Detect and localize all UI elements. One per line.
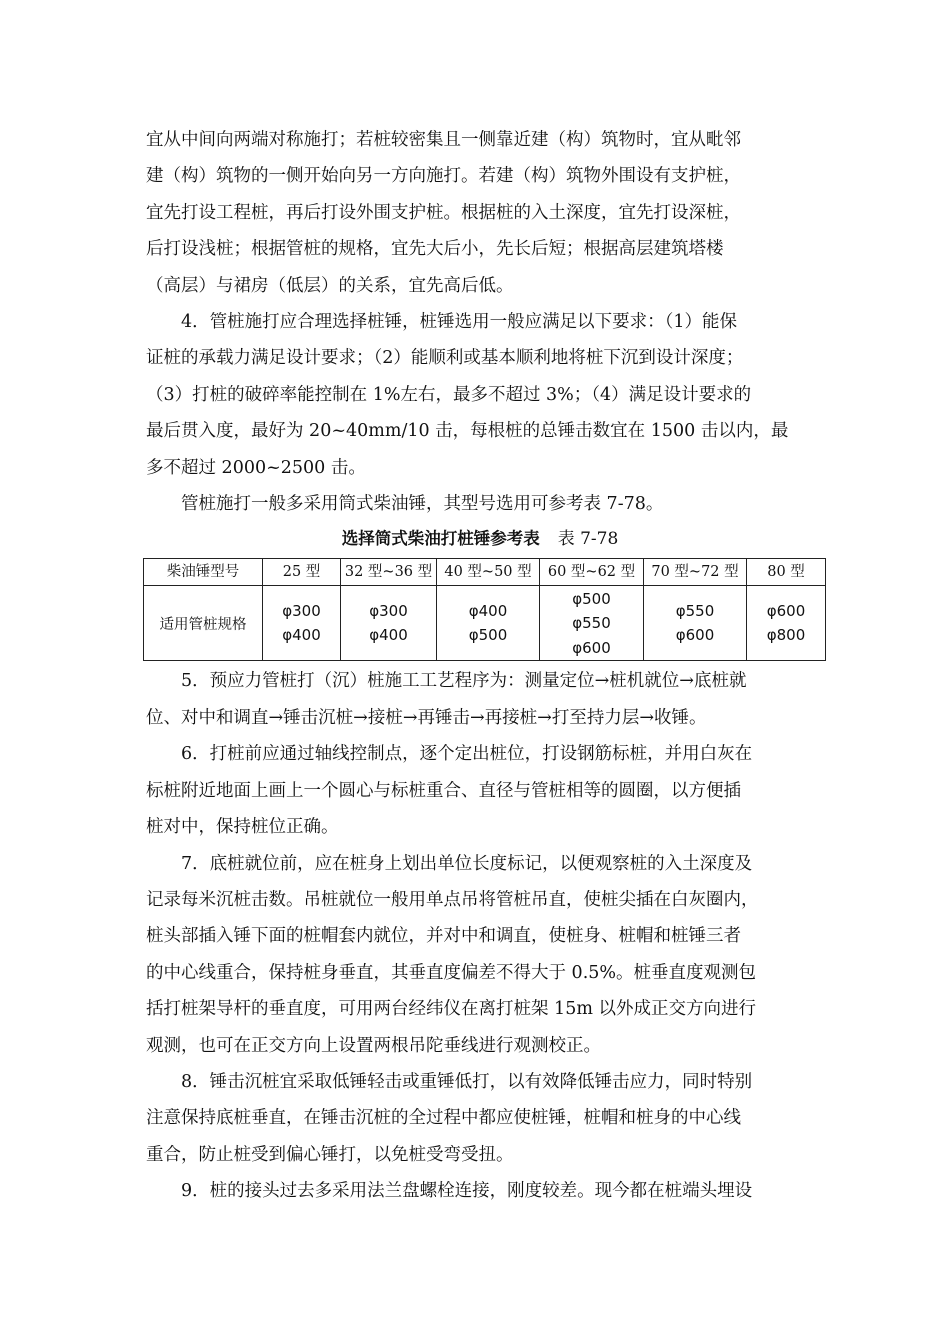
pile-spec: φ400 [369, 626, 408, 645]
document-page [146, 122, 814, 1210]
paragraphs-after-table [146, 663, 814, 1209]
pile-spec: φ400 [468, 601, 508, 620]
table-title: 选择筒式柴油打桩锤参考表 [341, 529, 540, 549]
pile-spec: φ300 [369, 601, 408, 620]
paragraph-item-4-hammer-selection: 4．管桩施打应合理选择桩锤，桩锤选用一般应满足以下要求：（1）能保 证桩的承载力满足设计要求；（2）能顺利或基本顺利地将桩下沉到设计深度； （3）打桩的破碎率能控制在 1%左右，最多不超过 3%；（4）满足设计要求的 最后贯入度，最好为 20~40mm/10 击，每根桩的总锤击数宜在 1500 击以内，最 多不超过 2000~2500 击。 [146, 312, 789, 478]
table-cell [644, 586, 747, 661]
table-caption [146, 526, 814, 552]
column-header: 60 型~62 型 [540, 559, 644, 586]
pile-spec: φ500 [468, 626, 508, 645]
paragraph-item-8-hammering: 8．锤击沉桩宜采取低锤轻击或重锤低打，以有效降低锤击应力，同时特别 注意保持底桩垂直，在锤击沉桩的全过程中都应使桩锤，桩帽和桩身的中心线 重合，防止桩受到偏心锤打，以免桩受弯受扭。 [146, 1071, 753, 1165]
table-header-row [144, 559, 826, 586]
paragraph-pile-driving-order: 宜从中间向两端对称施打；若桩较密集且一侧靠近建（构）筑物时，宜从毗邻 建（构）筑物的一侧开始向另一方向施打。若建（构）筑物外围设有支护桩， 宜先打设工程桩，再后打设外围支护桩。根据桩的入土深度，宜先打设深桩， 后打设浅桩；根据管桩的规格，宜先大后小，先长后短；根据高层建筑塔楼 （高层）与裙房（低层）的关系，宜先高后低。 [146, 130, 741, 296]
pile-spec: φ550 [675, 601, 715, 620]
table-number: 表 7-78 [557, 529, 619, 550]
pile-spec: φ800 [766, 626, 806, 645]
table-cell [437, 586, 540, 661]
header-label-cell: 柴油锤型号 [144, 559, 263, 586]
pile-spec: φ600 [675, 626, 715, 645]
column-header: 32 型~36 型 [341, 559, 437, 586]
column-header: 40 型~50 型 [437, 559, 540, 586]
table-cell [263, 586, 341, 661]
table-cell [341, 586, 437, 661]
pile-spec: φ600 [572, 638, 611, 657]
pile-spec: φ300 [282, 601, 321, 620]
hammer-selection-table [143, 558, 826, 661]
pile-spec: φ500 [572, 589, 611, 608]
paragraph-item-7-bottom-pile: 7．底桩就位前，应在桩身上划出单位长度标记，以便观察桩的入土深度及 记录每米沉桩击数。吊桩就位一般用单点吊将管桩吊直，使桩尖插在白灰圈内， 桩头部插入锤下面的桩帽套内就位，并对中和调直，使桩身、桩帽和桩锤三者 的中心线重合，保持桩身垂直，其垂直度偏差不得大于 0.5%。桩垂直度观测包 括打桩架导杆的垂直度，可用两台经纬仪在离打桩架 15m 以外成正交方向进行 观测，也可在正交方向上设置两根吊陀垂线进行观测校正。 [146, 853, 759, 1056]
paragraph-table-reference: 管桩施打一般多采用筒式柴油锤，其型号选用可参考表 7-78。 [181, 494, 664, 515]
table-row [144, 586, 826, 661]
table-cell [747, 586, 826, 661]
column-header: 70 型~72 型 [644, 559, 747, 586]
pile-spec: φ600 [766, 601, 806, 620]
pile-spec: φ550 [572, 614, 611, 633]
paragraph-item-9-joints: 9．桩的接头过去多采用法兰盘螺栓连接，刚度较差。现今都在桩端头埋设 [181, 1181, 753, 1202]
column-header: 25 型 [263, 559, 341, 586]
paragraph-item-6-positioning: 6．打桩前应通过轴线控制点，逐个定出桩位，打设钢筋标桩，并用白灰在 标桩附近地面上画上一个圆心与标桩重合、直径与管桩相等的圆圈，以方便插 桩对中，保持桩位正确。 [146, 744, 753, 838]
paragraph-item-5-process: 5．预应力管桩打（沉）桩施工工艺程序为：测量定位→桩机就位→底桩就 位、对中和调直→锤击沉桩→接桩→再锤击→再接桩→打至持力层→收锤。 [146, 671, 747, 728]
pile-spec: φ400 [282, 626, 321, 645]
column-header: 80 型 [747, 559, 826, 586]
table-cell [540, 586, 644, 661]
row-label-cell: 适用管桩规格 [144, 586, 263, 661]
